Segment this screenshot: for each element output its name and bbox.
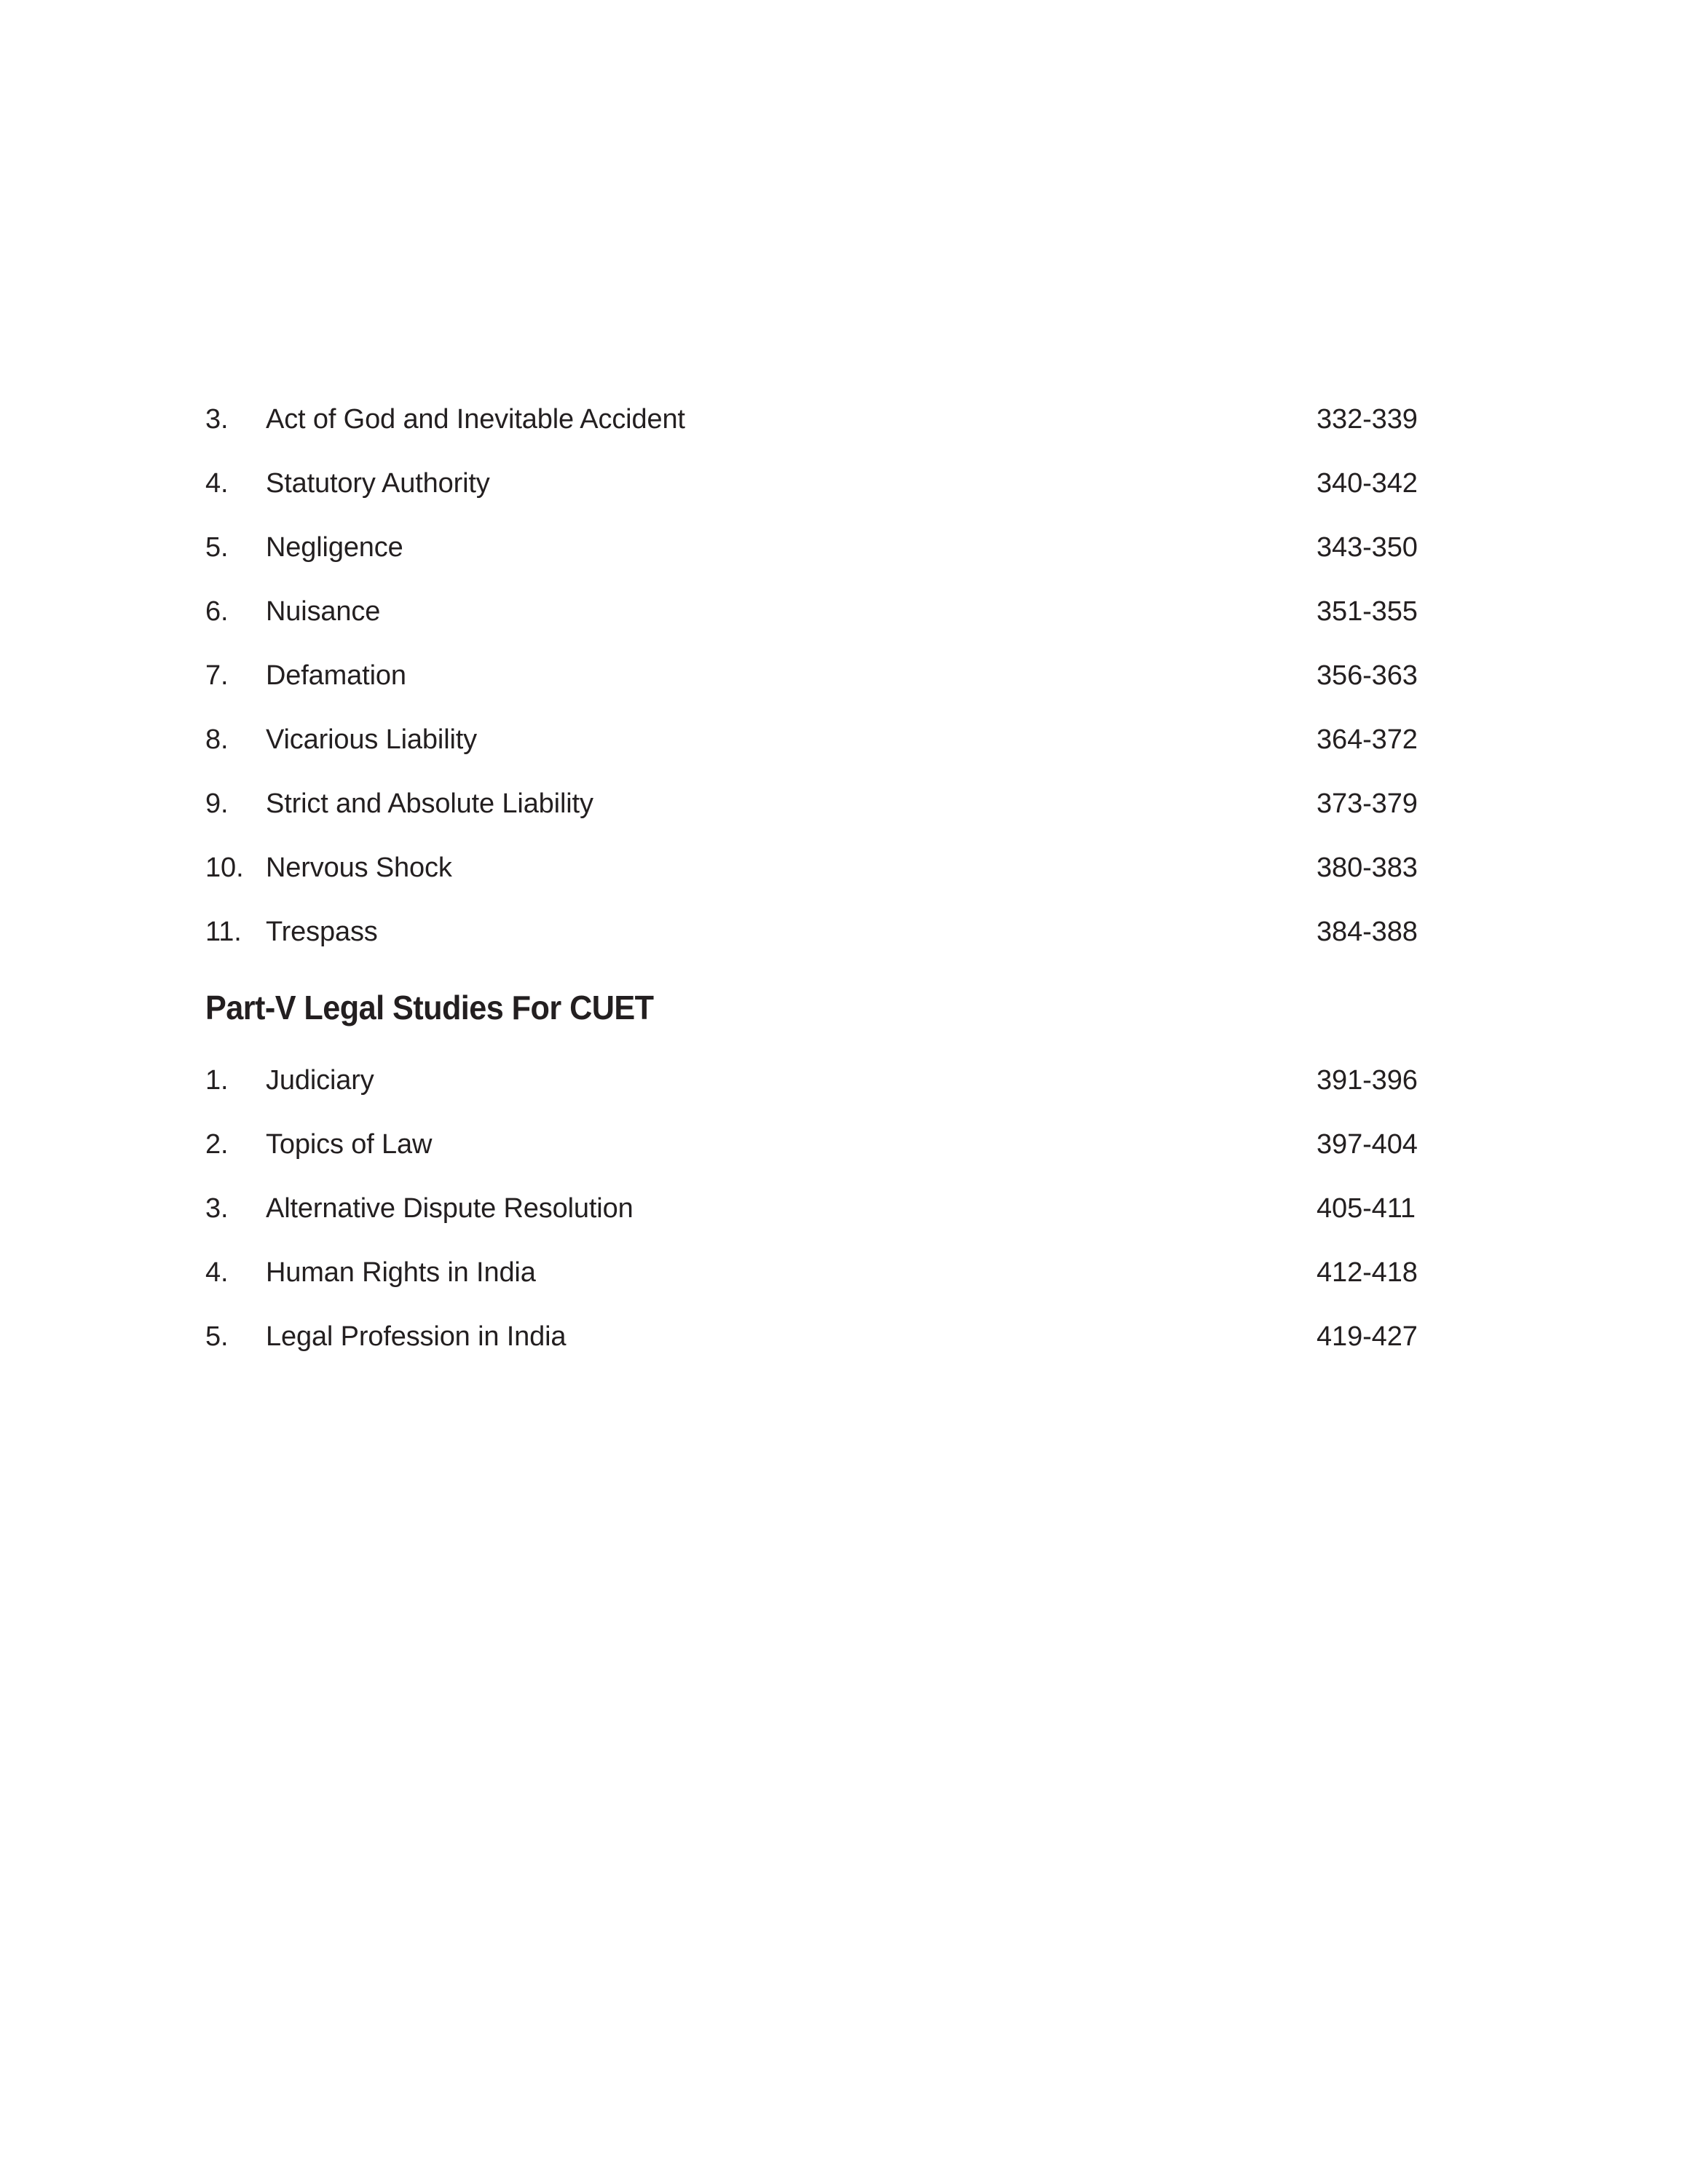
toc-entry-number: 2. [205, 1129, 229, 1160]
toc-entry-page-range: 373-379 [1317, 788, 1418, 819]
toc-entry[interactable] [205, 1241, 1458, 1305]
toc-entry-inner [205, 451, 1458, 515]
toc-entry[interactable] [205, 1305, 1458, 1369]
toc-entry-page-range: 412-418 [1317, 1257, 1418, 1288]
toc-entry-number: 6. [205, 596, 229, 627]
toc-entry-page-range: 351-355 [1317, 596, 1418, 627]
toc-entry-title[interactable]: Strict and Absolute Liability [266, 788, 593, 819]
toc-section [205, 976, 1458, 1369]
toc-entry[interactable] [205, 451, 1458, 515]
toc-entry-title[interactable]: Nervous Shock [266, 852, 452, 883]
toc-entry-number: 9. [205, 788, 229, 819]
toc-entry-number: 4. [205, 1257, 229, 1288]
toc-entry-title[interactable]: Act of God and Inevitable Accident [266, 404, 685, 435]
toc-entry-inner [205, 387, 1458, 451]
toc-entry-title[interactable]: Statutory Authority [266, 468, 490, 499]
toc-entry-page-range: 384-388 [1317, 917, 1418, 947]
toc-entry[interactable] [205, 836, 1458, 900]
table-of-contents [205, 387, 1458, 1369]
toc-entry-title[interactable]: Legal Profession in India [266, 1321, 567, 1352]
toc-entry[interactable] [205, 1176, 1458, 1241]
toc-entry-inner [205, 515, 1458, 579]
toc-entry-title[interactable]: Nuisance [266, 596, 381, 627]
toc-entry-inner [205, 708, 1458, 772]
toc-entry-page-range: 332-339 [1317, 404, 1418, 435]
toc-entry-number: 4. [205, 468, 229, 499]
toc-entry-inner [205, 1112, 1458, 1176]
toc-entry[interactable] [205, 1048, 1458, 1112]
toc-entry-title[interactable]: Negligence [266, 532, 403, 563]
toc-entry-title[interactable]: Human Rights in India [266, 1257, 536, 1288]
toc-entry-inner [205, 644, 1458, 708]
toc-entry-page-range: 391-396 [1317, 1065, 1418, 1096]
toc-entry-inner [205, 900, 1458, 964]
toc-entry-number: 5. [205, 532, 229, 563]
toc-entry[interactable] [205, 515, 1458, 579]
toc-entry-page-range: 405-411 [1317, 1193, 1416, 1224]
toc-entry-page-range: 364-372 [1317, 724, 1418, 755]
toc-entry-inner [205, 836, 1458, 900]
toc-entry[interactable] [205, 579, 1458, 644]
toc-entry-title[interactable]: Alternative Dispute Resolution [266, 1193, 634, 1224]
toc-entry-title[interactable]: Defamation [266, 660, 406, 691]
toc-entry-inner [205, 772, 1458, 836]
toc-entry-inner [205, 1305, 1458, 1369]
toc-entry-title[interactable]: Judiciary [266, 1065, 374, 1096]
toc-entry-inner [205, 1176, 1458, 1241]
part-heading: Part-V Legal Studies For CUET [205, 989, 654, 1026]
toc-entry-page-range: 356-363 [1317, 660, 1418, 691]
toc-entry-page-range: 343-350 [1317, 532, 1418, 563]
toc-entry-page-range: 397-404 [1317, 1129, 1418, 1160]
toc-entry-number: 5. [205, 1321, 229, 1352]
toc-entry-title[interactable]: Vicarious Liability [266, 724, 478, 755]
toc-entry-number: 8. [205, 724, 229, 755]
toc-entry-title[interactable]: Topics of Law [266, 1129, 433, 1160]
toc-entry-page-range: 340-342 [1317, 468, 1418, 499]
toc-entry-page-range: 419-427 [1317, 1321, 1418, 1352]
toc-entry[interactable] [205, 900, 1458, 964]
toc-entry-number: 1. [205, 1065, 229, 1096]
toc-entry-number: 3. [205, 1193, 229, 1224]
toc-entry[interactable] [205, 772, 1458, 836]
toc-entry-inner [205, 1241, 1458, 1305]
toc-entry[interactable] [205, 708, 1458, 772]
toc-entry-number: 3. [205, 404, 229, 435]
toc-entry-inner [205, 1048, 1458, 1112]
toc-entry-number: 7. [205, 660, 229, 691]
toc-entry[interactable] [205, 387, 1458, 451]
toc-entry[interactable] [205, 1112, 1458, 1176]
toc-entry-title[interactable]: Trespass [266, 917, 378, 947]
toc-entry-number: 10. [205, 852, 244, 883]
toc-section [205, 387, 1458, 964]
toc-entry-number: 11. [205, 917, 242, 947]
toc-entry[interactable] [205, 644, 1458, 708]
toc-entry-page-range: 380-383 [1317, 852, 1418, 883]
toc-entry-inner [205, 579, 1458, 644]
